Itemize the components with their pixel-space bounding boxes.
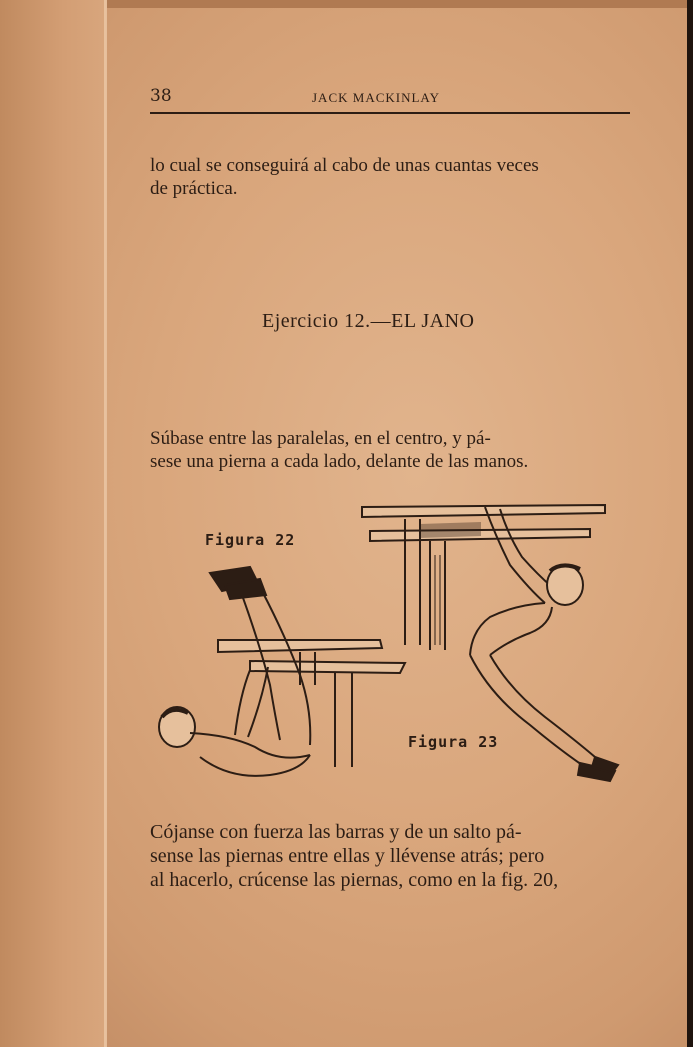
paragraph-line: Súbase entre las paralelas, en el centro, y pá- (150, 428, 491, 449)
running-head: JACK MACKINLAY (312, 90, 441, 105)
paragraph-line: de práctica. (150, 178, 238, 199)
paragraph-line: sense las piernas entre ellas y llévense atrás; pero (150, 845, 545, 867)
binding-fold-line (104, 0, 106, 1047)
paragraph-line: lo cual se conseguirá al cabo de unas cuantas veces (150, 155, 539, 176)
page-right-edge (687, 0, 693, 1047)
paragraph-2 (150, 427, 630, 473)
paragraph-line: Cójanse con fuerza las barras y de un salto pá- (150, 821, 522, 843)
paragraph-line: al hacerlo, crúcense las piernas, como en la fig. 20, (150, 869, 559, 891)
paragraph-3 (150, 820, 630, 892)
figure-22-label: Figura 22 (205, 531, 296, 549)
paragraph-1 (150, 154, 630, 200)
figure-23-label: Figura 23 (408, 733, 499, 751)
paragraph-line: sese una pierna a cada lado, delante de las manos. (150, 451, 529, 472)
exercise-title: Ejercicio 12.—EL JANO (262, 310, 475, 332)
header-rule (150, 112, 630, 114)
page-header (150, 86, 630, 112)
page-number: 38 (150, 86, 172, 106)
figure-22-bars (218, 640, 405, 767)
page-binding-margin (0, 0, 107, 1047)
